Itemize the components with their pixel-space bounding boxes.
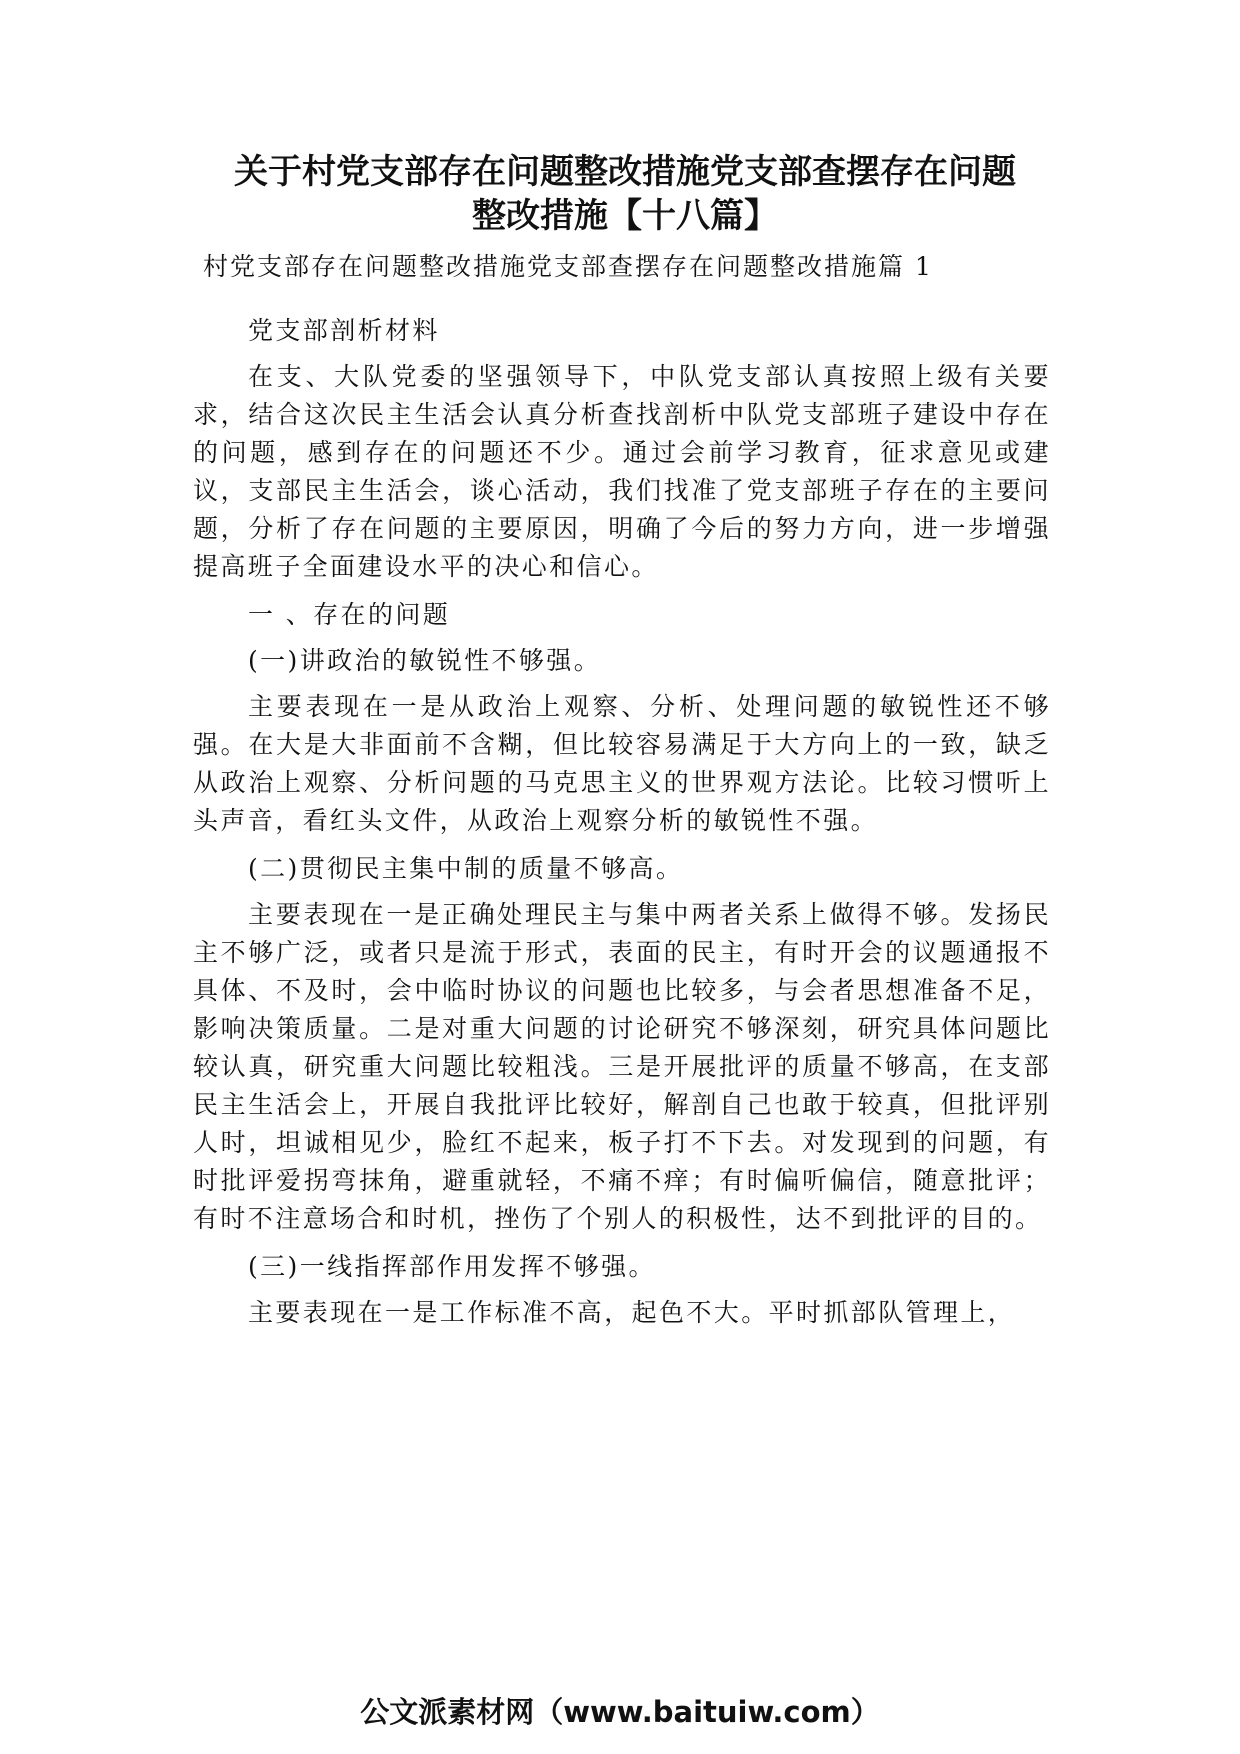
section-heading: 一 、存在的问题: [248, 600, 451, 629]
footer-source: 公文派素材网（www.baituiw.com）: [360, 1695, 880, 1729]
body-paragraph: 主要表现在一是工作标准不高，起色不大。平时抓部队管理上，: [248, 1298, 1016, 1327]
document-title: [190, 150, 1060, 238]
body-paragraph: 主要表现在一是正确处理民主与集中两者关系上做得不够。发扬民主不够广泛，或者只是流于形式，表面的民主，有时开会的议题通报不具体、不及时，会中临时协议的问题也比较多，与会者思想准备不足，影响决策质量。二是对重大问题的讨论研究不够深刻，研究具体问题比较认真，研究重大问题比较粗浅。三是开展批评的质量不够高，在支部民主生活会上，开展自我批评比较好，解剖自己也敢于较真，但批评别人时，坦诚相见少，脸红不起来，板子打不下去。对发现到的问题，有时批评爱拐弯抹角，避重就轻，不痛不痒；有时偏听偏信，随意批评；有时不注意场合和时机，挫伤了个别人的积极性，达不到批评的目的。: [193, 900, 1051, 1233]
document-title-line-1: 关于村党支部存在问题整改措施党支部查摆存在问题: [234, 152, 1016, 192]
body-paragraph: 主要表现在一是从政治上观察、分析、处理问题的敏锐性还不够强。在大是大非面前不含糊，但比较容易满足于大方向上的一致，缺乏从政治上观察、分析问题的马克思主义的世界观方法论。比较习惯听上头声音，看红头文件，从政治上观察分析的敏锐性不强。: [193, 692, 1051, 835]
subsection-heading: (一)讲政治的敏锐性不够强。: [248, 646, 602, 675]
document-body: [193, 312, 1051, 1342]
section-heading: 党支部剖析材料: [248, 316, 440, 345]
intro-paragraph: 在支、大队党委的坚强领导下，中队党支部认真按照上级有关要求，结合这次民主生活会认真分析查找剖析中队党支部班子建设中存在的问题，感到存在的问题还不少。通过会前学习教育，征求意见或建议，支部民主生活会，谈心活动，我们找准了党支部班子存在的主要问题，分析了存在问题的主要原因，明确了今后的努力方向，进一步增强提高班子全面建设水平的决心和信心。: [193, 362, 1051, 581]
subsection-heading: (二)贯彻民主集中制的质量不够高。: [248, 854, 684, 883]
subsection-heading: (三)一线指挥部作用发挥不够强。: [248, 1252, 656, 1281]
document-subtitle: 村党支部存在问题整改措施党支部查摆存在问题整改措施篇 1: [203, 252, 933, 281]
document-title-line-2: 整改措施【十八篇】: [472, 196, 778, 236]
